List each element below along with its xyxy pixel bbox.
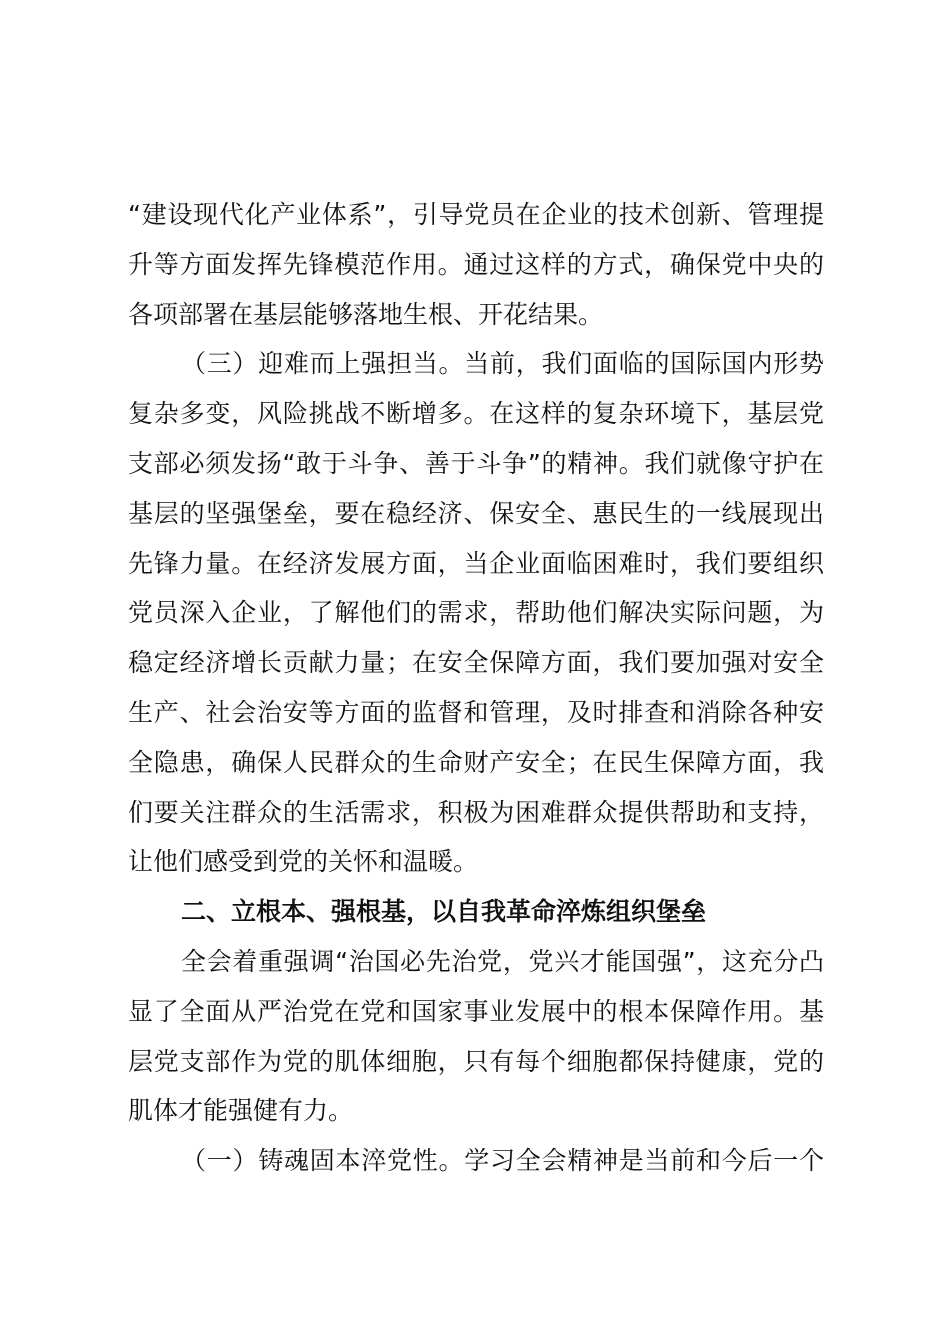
subsection-paragraph-1: [128, 1136, 824, 1186]
text-line: 先锋力量。在经济发展方面，当企业面临困难时，我们要组织: [128, 548, 824, 578]
paragraph-continued: [128, 190, 824, 339]
document-body: [128, 190, 824, 1186]
text-line: 肌体才能强健有力。: [128, 1096, 354, 1126]
text-line: 稳定经济增长贡献力量；在安全保障方面，我们要加强对安全: [128, 648, 824, 678]
text-line: 让他们感受到党的关怀和温暖。: [128, 847, 479, 877]
text-line: 显了全面从严治党在党和国家事业发展中的根本保障作用。基: [128, 996, 824, 1026]
text-line: 升等方面发挥先锋模范作用。通过这样的方式，确保党中央的: [128, 249, 824, 279]
section-heading: [128, 887, 824, 937]
text-line: 基层的坚强堡垒，要在稳经济、保安全、惠民生的一线展现出: [128, 498, 824, 528]
text-line: 党员深入企业，了解他们的需求，帮助他们解决实际问题，为: [128, 598, 824, 628]
body-paragraph: [128, 937, 824, 1136]
text-line: 们要关注群众的生活需求，积极为困难群众提供帮助和支持，: [128, 797, 824, 827]
text-line: 生产、社会治安等方面的监督和管理，及时排查和消除各种安: [128, 697, 824, 727]
subsection-title-line: （一）铸魂固本淬党性。学习全会精神是当前和今后一个: [181, 1146, 824, 1176]
text-line: 各项部署在基层能够落地生根、开花结果。: [128, 299, 604, 329]
text-line: 全会着重强调“治国必先治党，党兴才能国强”，这充分凸: [181, 946, 824, 976]
subsection-title-line: （三）迎难而上强担当。当前，我们面临的国际国内形势: [181, 349, 824, 379]
text-line: 层党支部作为党的肌体细胞，只有每个细胞都保持健康，党的: [128, 1046, 824, 1076]
text-line: 支部必须发扬“敢于斗争、善于斗争”的精神。我们就像守护在: [128, 448, 824, 478]
section-heading-text: 二、立根本、强根基，以自我革命淬炼组织堡垒: [181, 897, 707, 927]
text-line: 全隐患，确保人民群众的生命财产安全；在民生保障方面，我: [128, 747, 824, 777]
text-line: 复杂多变，风险挑战不断增多。在这样的复杂环境下，基层党: [128, 399, 824, 429]
subsection-paragraph-3: [128, 339, 824, 887]
text-line: “建设现代化产业体系”，引导党员在企业的技术创新、管理提: [128, 200, 824, 229]
